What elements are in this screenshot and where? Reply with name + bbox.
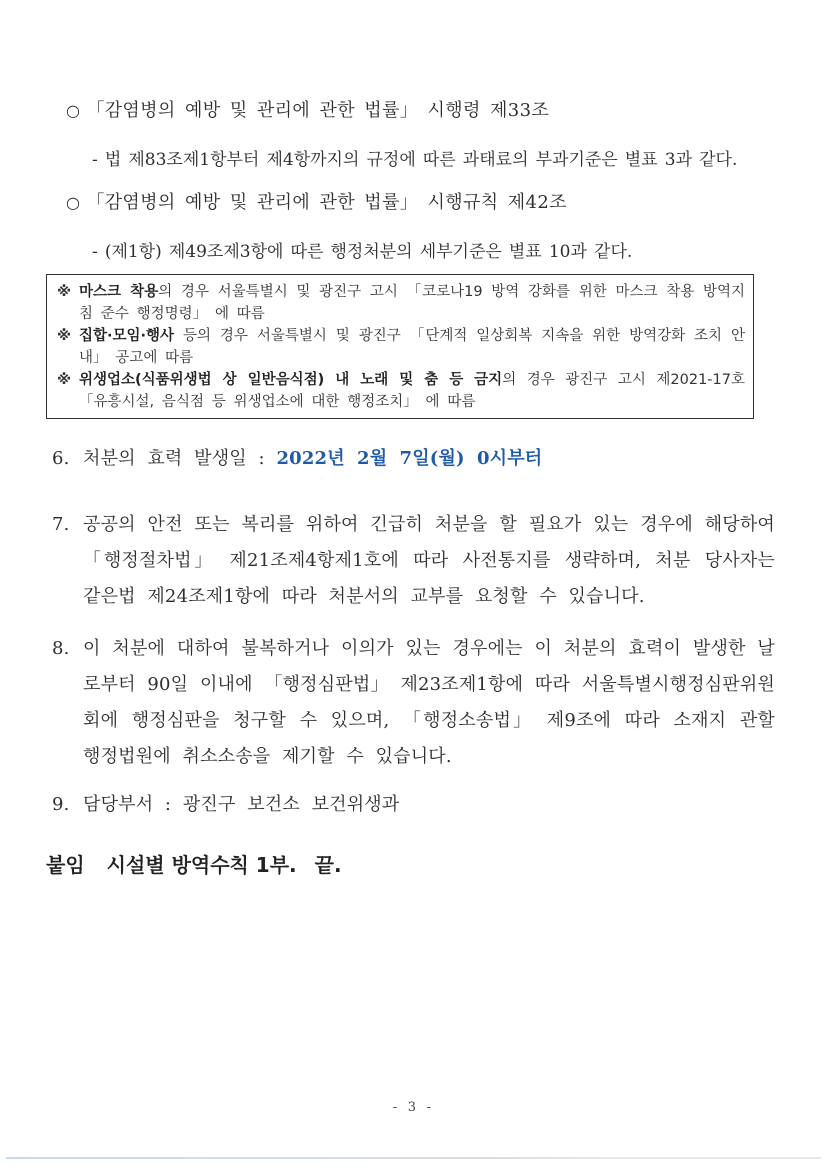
item-number: 7. (52, 514, 70, 535)
law-section-rule (46, 190, 775, 264)
circle-bullet-icon: ○ (66, 101, 81, 120)
item-text: 담당부서 : 광진구 보건소 보건위생과 (83, 794, 400, 815)
circle-bullet-icon: ○ (66, 193, 81, 212)
note-mask (55, 281, 745, 325)
reference-mark-icon: ※ (57, 284, 72, 300)
law-sub-text: - (제1항) 제49조제3항에 따른 행정처분의 세부기준은 별표 10과 같다. (92, 242, 633, 262)
effective-date-value: 2022년 2월 7일(월) 0시부터 (276, 448, 543, 469)
item-number: 9. (52, 794, 70, 815)
reference-mark-icon: ※ (57, 328, 72, 344)
item-number: 6. (52, 448, 70, 469)
numbered-item-7-prior-notice (46, 507, 775, 615)
law-title (46, 190, 775, 216)
note-bold-text: 마스크 착용 (79, 284, 159, 300)
note-rest-text: 등의 경우 서울특별시 및 광진구 「단계적 일상회복 지속을 위한 방역강화 조치 안내」 공고에 따름 (79, 328, 745, 366)
reference-mark-icon: ※ (57, 372, 72, 388)
document-content (46, 98, 775, 879)
item-text: 이 처분에 대하여 불복하거나 이의가 있는 경우에는 이 처분의 효력이 발생한 날로부터 90일 이내에 「행정심판법」 제23조제1항에 따라 서울특별시행정심판위원회에 행정심판을 청구할 수 있으며, 「행정소송법」 제9조에 따라 소재지 관할 행정법원에 취소소송을 제기할 수 있습니다. (83, 638, 775, 767)
note-rest-text: 의 경우 서울특별시 및 광진구 고시 「코로나19 방역 강화를 위한 마스크 착용 방역지침 준수 행정명령」 에 따름 (79, 284, 745, 322)
item-label: 처분의 효력 발생일 : (83, 448, 277, 469)
note-gathering (55, 325, 745, 369)
law-section-decree (46, 98, 775, 172)
page-number: - 3 - (392, 1100, 435, 1115)
attachment-body: 시설별 방역수칙 1부. (106, 853, 297, 877)
law-title-text: 「감염병의 예방 및 관리에 관한 법률」 시행령 제33조 (86, 100, 550, 121)
note-rest-text: 의 경우 광진구 고시 제2021-17호 「유흥시설, 음식점 등 위생업소에 대한 행정조치」 에 따름 (79, 372, 745, 410)
note-bold-text: 집합·모임·행사 (79, 328, 175, 344)
note-sanitation (55, 369, 745, 413)
scan-edge-line (6, 1157, 821, 1159)
law-sub-text: - 법 제83조제1항부터 제4항까지의 규정에 따른 과태료의 부과기준은 별표 3과 같다. (92, 150, 738, 170)
numbered-item-8-appeal (46, 631, 775, 775)
attachment-end: 끝. (314, 853, 342, 877)
item-text: 공공의 안전 또는 복리를 위하여 긴급히 처분을 할 필요가 있는 경우에 해당하여 「행정절차법」 제21조제4항제1호에 따라 사전통지를 생략하며, 처분 당사자는 같은법 제24조제1항에 따라 처분서의 교부를 요청할 수 있습니다. (83, 514, 775, 607)
law-title (46, 98, 775, 124)
note-bold-text: 위생업소(식품위생법 상 일반음식점) 내 노래 및 춤 등 금지 (79, 372, 503, 388)
numbered-item-9-department (46, 791, 775, 819)
attachment-label: 붙임 (46, 853, 85, 877)
item-number: 8. (52, 638, 70, 659)
reference-notes-box (46, 274, 754, 419)
attachment-line (46, 851, 775, 879)
law-title-text: 「감염병의 예방 및 관리에 관한 법률」 시행규칙 제42조 (86, 192, 567, 213)
numbered-item-6-effective-date (46, 445, 775, 473)
